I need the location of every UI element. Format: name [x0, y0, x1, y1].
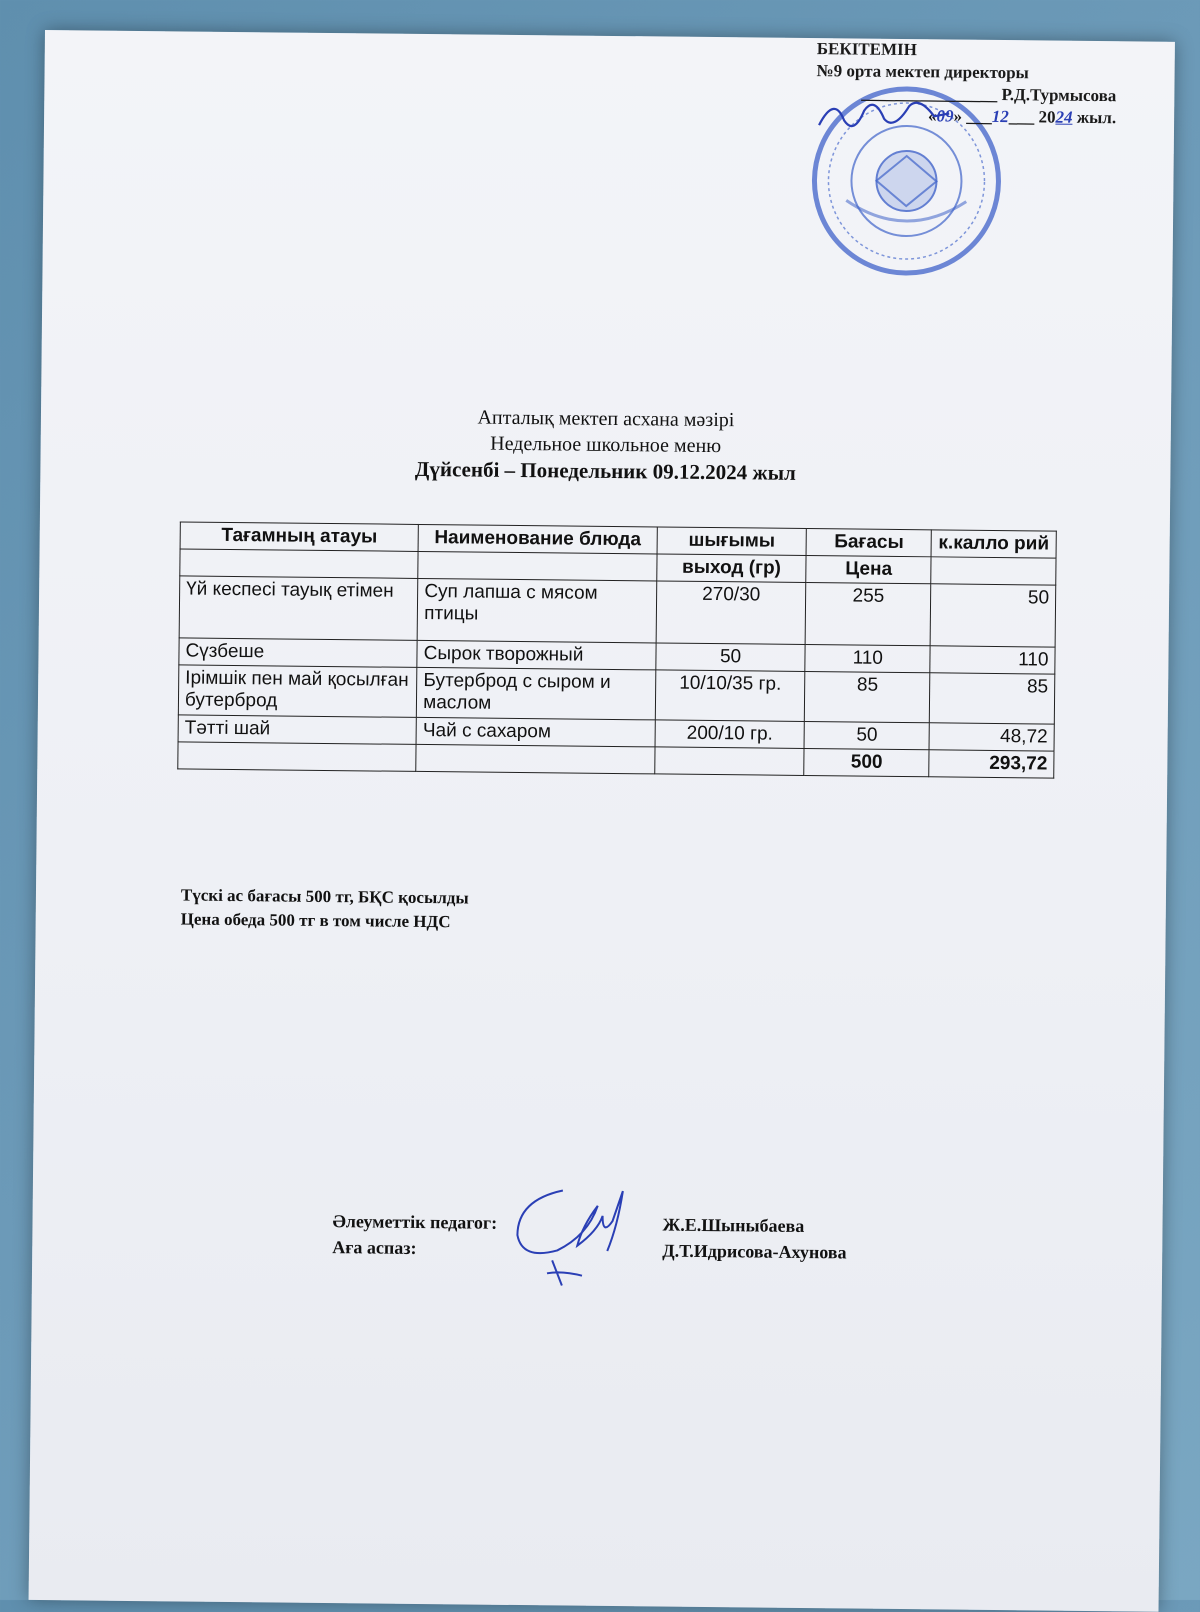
date-year: 24: [1055, 107, 1073, 127]
total-cell: [178, 742, 417, 771]
approval-position: №9 орта мектеп директоры: [816, 61, 1029, 83]
signature-name: Ж.Е.Шыныбаева: [662, 1214, 805, 1237]
dish-ru: Чай с сахаром: [416, 717, 655, 746]
menu-heading: [40, 400, 1171, 490]
date-suffix: жыл.: [1076, 107, 1117, 128]
dish-kz: Сүзбеше: [179, 638, 418, 667]
total-cell: [416, 744, 655, 773]
signature-name: Д.Т.Идрисова-Ахунова: [662, 1240, 847, 1263]
subheader-cell: [418, 551, 657, 580]
approval-title: БЕКІТЕМІН: [816, 39, 918, 60]
col-header-calories: к.калло рий: [931, 530, 1056, 558]
signature-role: Аға аспаз:: [332, 1237, 417, 1258]
col-header-ru-name: Наименование блюда: [418, 524, 657, 553]
director-name: Р.Д.Турмысова: [1001, 85, 1117, 106]
menu-document: [29, 30, 1175, 1612]
dish-kz: Ірімшік пен май қосылған бутерброд: [178, 665, 417, 717]
dish-output: 270/30: [656, 581, 806, 645]
dish-calories: 85: [929, 673, 1054, 724]
dish-calories: 50: [930, 584, 1055, 647]
col-header-output: шығымы: [657, 527, 807, 556]
date-month: 12: [991, 106, 1009, 127]
dish-calories: 110: [930, 646, 1055, 674]
dish-ru: Суп лапша с мясом птицы: [417, 578, 656, 642]
dish-ru: Сырок творожный: [417, 640, 656, 669]
menu-table: [177, 521, 1057, 778]
dish-calories: 48,72: [929, 723, 1054, 751]
price-note: [181, 883, 469, 934]
total-calories: 293,72: [929, 750, 1054, 778]
table-row: [178, 665, 1054, 724]
handwritten-signature-icon: [502, 1175, 653, 1297]
col-header-price: Бағасы: [806, 529, 931, 557]
subheader-cell: [180, 549, 419, 578]
total-price: 500: [804, 748, 929, 776]
date-prefix: 20: [1038, 107, 1056, 127]
signatures-block: [332, 1208, 983, 1267]
dish-output: 10/10/35 гр.: [655, 670, 805, 722]
signature-role: Әлеуметтік педагог:: [332, 1211, 498, 1233]
dish-price: 110: [805, 644, 930, 672]
heading-ru: Недельное школьное меню: [490, 432, 722, 458]
price-note-kz: Түскі ас бағасы 500 тг, БҚС қосылды: [180, 885, 469, 908]
price-note-ru: Цена обеда 500 тг в том числе НДС: [180, 909, 451, 932]
table-row: [179, 576, 1056, 647]
heading-kz: Апталық мектеп асхана мәзірі: [477, 406, 735, 432]
dish-ru: Бутерброд с сыром и маслом: [417, 667, 656, 719]
dish-output: 200/10 гр.: [655, 720, 805, 749]
signature-row: [332, 1234, 982, 1267]
subheader-price: Цена: [806, 556, 931, 584]
dish-kz: Үй кеспесі тауық етімен: [179, 576, 418, 640]
dish-output: 50: [656, 643, 806, 672]
dish-price: 255: [806, 583, 931, 646]
dish-price: 50: [804, 721, 929, 749]
approval-director: ________________ Р.Д.Турмысова: [861, 83, 1117, 106]
director-signature-icon: [814, 90, 955, 141]
heading-day: Дүйсенбі – Понедельник 09.12.2024 жыл: [414, 456, 796, 485]
date-day: 09: [936, 106, 954, 126]
subheader-cell: [931, 557, 1056, 585]
col-header-kz-name: Тағамның атауы: [180, 522, 419, 551]
approval-date: «09» ___12___ 2024 жыл.: [927, 106, 1117, 128]
total-cell: [654, 747, 804, 776]
dish-price: 85: [805, 671, 930, 722]
dish-kz: Тәтті шай: [178, 715, 417, 744]
subheader-output: выход (гр): [657, 554, 807, 583]
